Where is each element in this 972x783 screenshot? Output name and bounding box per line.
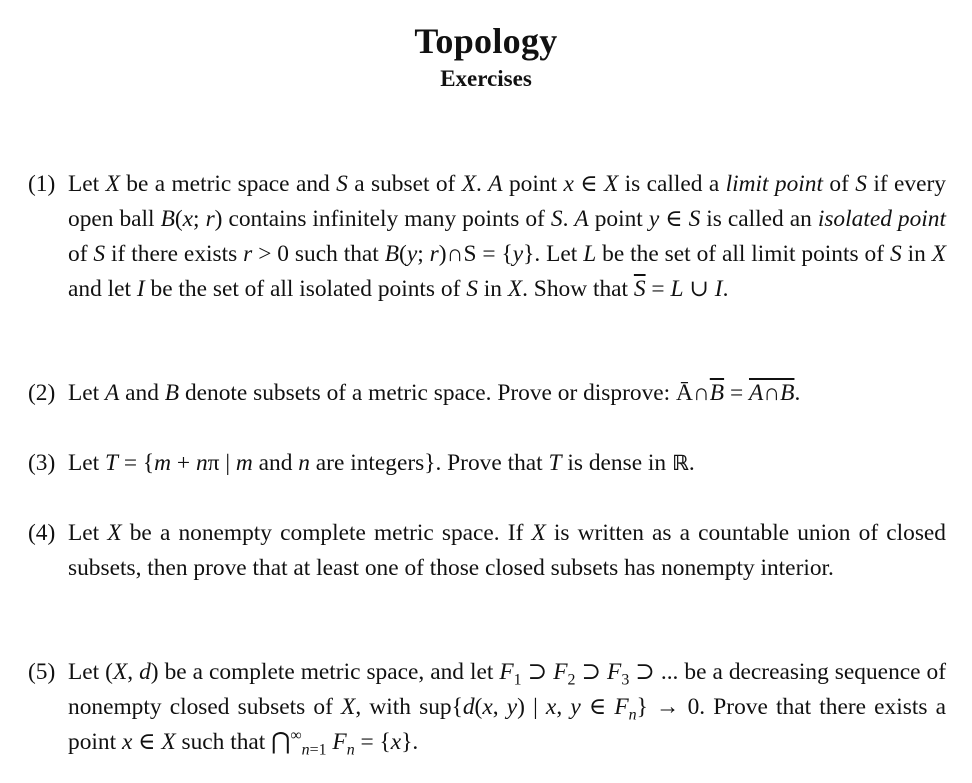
page-subtitle: Exercises [440, 66, 532, 91]
exercise-2 [28, 376, 946, 411]
exercise-5 [28, 655, 946, 760]
exercise-text: Let X be a nonempty complete metric space. If X is written as a countable union of closed subsets, then prove that at least one of those closed subsets has nonempty interior. [68, 520, 946, 581]
exercise-text: Let X be a metric space and S a subset of X. A point x ∈ X is called a limit point of S if every open ball B(x; r) contains infinitely many points of S. A point y ∈ S is called an isolated point of S if there exists r > 0 such that B(y; r)∩S = {y}. Let L be the set of all limit points of S in X and let I be the set of all isolated points of S in X. Show that $\overline{S} = L$ ∪ I. [68, 171, 946, 302]
exercise-text: Let (X, d) be a complete metric space, and let $F_1$ ⊃ $F_2$ ⊃ $F_3$ ⊃ ... be a decreasing sequence of nonempty closed subsets of X, with sup{d(x, y) | x, y ∈ $F_n\} \to 0$. Prove that there exists a point x ∈ X such that $⋂^\infty_{n=1}$ $F_n = \{x\}$. [68, 659, 946, 759]
exercise-number: (1) [28, 171, 56, 197]
exercise-number: (3) [28, 450, 56, 476]
exercise-number: (5) [28, 659, 56, 685]
exercise-number: (4) [28, 520, 56, 546]
exercise-3 [28, 446, 946, 481]
exercise-number: (2) [28, 380, 56, 406]
exercise-4 [28, 516, 946, 586]
exercise-text: Let T = {m + nπ | m and n are integers}. Prove that T is dense in ℝ. [68, 450, 695, 476]
exercise-text: Let A and B denote subsets of a metric space. Prove or disprove: $Ā\cap\overline{B}$ = A∩B. [68, 380, 801, 406]
exercise-1 [28, 167, 946, 307]
page-title: Topology [414, 21, 558, 61]
